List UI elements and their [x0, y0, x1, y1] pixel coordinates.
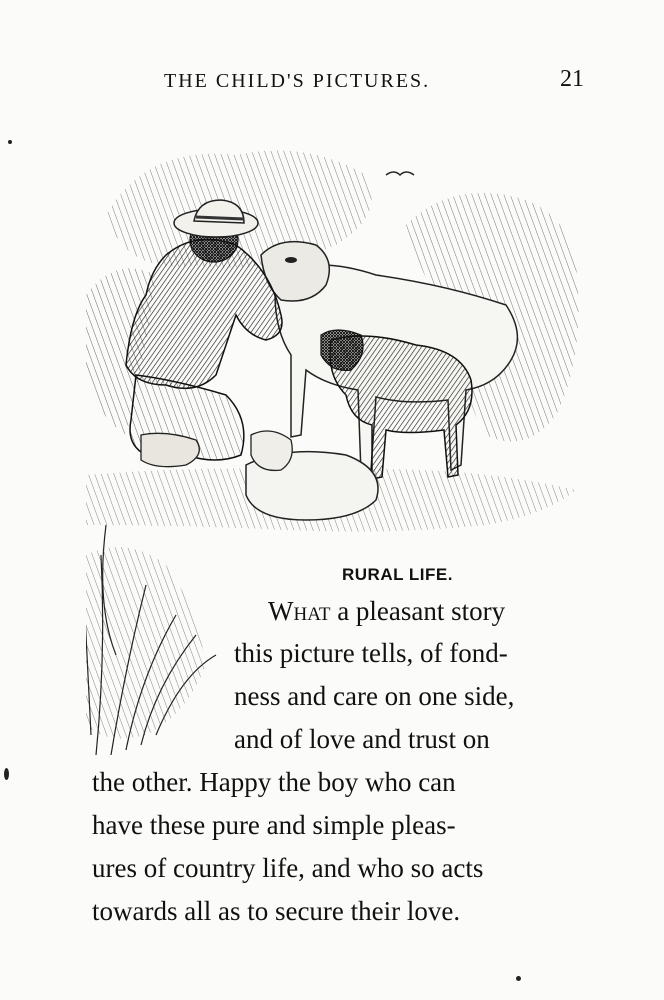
- ink-speck: [8, 140, 12, 144]
- article-line-2: this picture tells, of fond-: [234, 638, 508, 668]
- running-title: THE CHILD'S PICTURES.: [164, 70, 431, 92]
- article-line-5: the other. Happy the boy who can: [92, 767, 456, 797]
- ink-speck: [4, 768, 9, 780]
- ink-speck: [516, 976, 521, 981]
- article-line-8: towards all as to secure their love.: [92, 896, 461, 926]
- article-caption: RURAL LIFE.: [342, 565, 453, 584]
- article-line-4: and of love and trust on: [234, 724, 490, 754]
- page-number: 21: [560, 66, 584, 92]
- article-line-6: have these pure and simple pleas-: [92, 810, 456, 840]
- article-line-1: [268, 596, 505, 627]
- page-header: [0, 64, 664, 104]
- article-line-3: ness and care on one side,: [234, 681, 515, 711]
- lead-word: What: [268, 596, 331, 626]
- article-line-7: ures of country life, and who so acts: [92, 853, 484, 883]
- line-1-text: a pleasant story: [330, 596, 506, 626]
